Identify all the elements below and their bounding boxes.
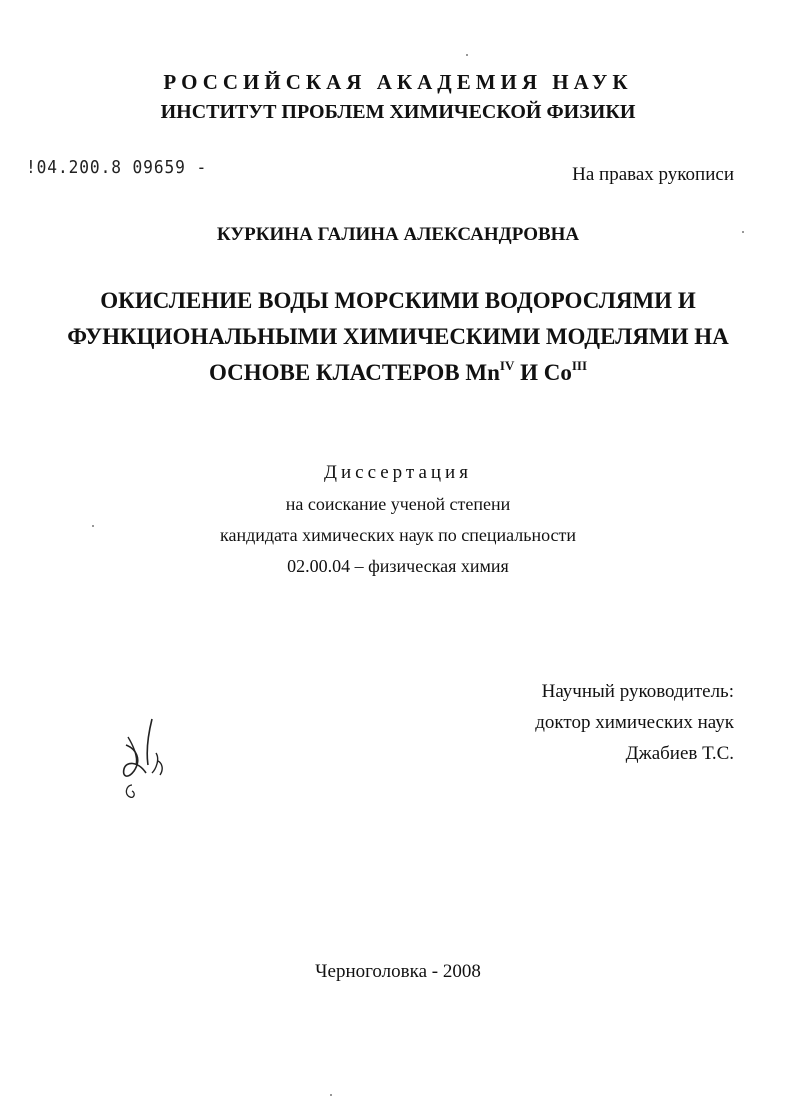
thesis-title: [0, 283, 796, 391]
title-line-3: [0, 355, 796, 391]
mn-oxidation-state: IV: [499, 358, 515, 373]
dissertation-heading: Диссертация: [324, 462, 472, 483]
scan-speck: [92, 525, 94, 527]
dissertation-line-1: на соискание ученой степени: [285, 494, 511, 514]
title-line-3-mid: И Co: [514, 360, 572, 385]
dissertation-line-2: кандидата химических наук по специальности: [219, 525, 577, 545]
title-line-3-prefix: ОСНОВЕ КЛАСТЕРОВ Mn: [208, 360, 500, 385]
author-name: КУРКИНА ГАЛИНА АЛЕКСАНДРОВНА: [216, 224, 580, 245]
title-line-2: ФУНКЦИОНАЛЬНЫМИ ХИМИЧЕСКИМИ МОДЕЛЯМИ НА: [67, 324, 729, 349]
supervisor-block: [535, 676, 734, 769]
scan-speck: [742, 231, 744, 233]
institute-heading: ИНСТИТУТ ПРОБЛЕМ ХИМИЧЕСКОЙ ФИЗИКИ: [160, 101, 636, 123]
scan-speck: [466, 54, 468, 56]
co-oxidation-state: III: [571, 358, 588, 373]
scan-speck: [330, 1094, 332, 1096]
supervisor-label: Научный руководитель:: [541, 681, 734, 702]
dissertation-line-3: 02.00.04 – физическая химия: [287, 556, 509, 576]
supervisor-name: Джабиев Т.С.: [625, 743, 734, 764]
academy-heading: РОССИЙСКАЯ АКАДЕМИЯ НАУК: [163, 70, 633, 94]
supervisor-degree: доктор химических наук: [535, 712, 734, 733]
city-year: Черноголовка - 2008: [315, 961, 481, 982]
archive-stamp-number: !04.200.8 09659 -: [26, 157, 208, 178]
rights-note: На правах рукописи: [572, 164, 734, 185]
handwritten-signature: [112, 715, 182, 805]
title-line-1: ОКИСЛЕНИЕ ВОДЫ МОРСКИМИ ВОДОРОСЛЯМИ И: [100, 288, 696, 313]
